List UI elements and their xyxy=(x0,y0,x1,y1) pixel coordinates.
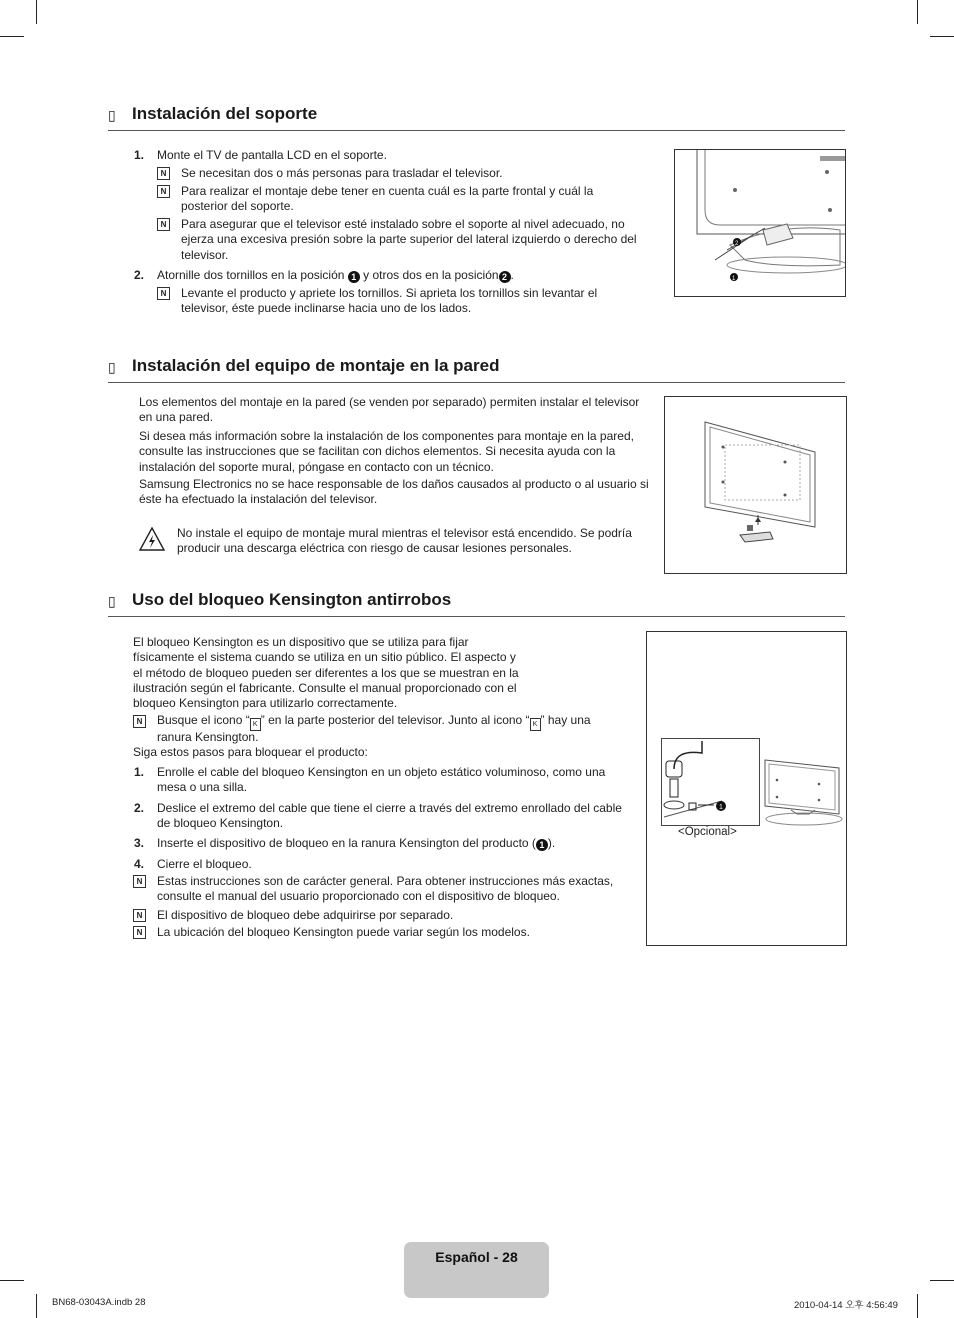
step-text: Enrolle el cable del bloqueo Kensington en un objeto estático voluminoso, como una mesa o una silla. xyxy=(157,765,606,795)
section-title-kensington: ▯ Uso del bloqueo Kensington antirrobos xyxy=(108,590,845,617)
note-text: El dispositivo de bloqueo debe adquirirse por separado. xyxy=(157,908,454,922)
kensington-lock-icon: K xyxy=(250,718,261,731)
note-text: Levante el producto y apriete los tornillos. Si aprieta los tornillos sin levantar el televisor, éste puede inclinarse hacia uno de los lados. xyxy=(181,286,598,316)
wall-mount-illustration xyxy=(664,396,847,574)
note-icon: N xyxy=(133,875,146,888)
warning-text: No instale el equipo de montaje mural mientras el televisor está encendido. Se podría producir una descarga eléctrica con riesgo de causar lesiones personales. xyxy=(177,526,632,556)
step-number: 2. xyxy=(134,801,145,815)
page-label: Español - 28 xyxy=(435,1249,518,1265)
paragraph: Los elementos del montaje en la pared (se venden por separado) permiten instalar el televisor en una pared. xyxy=(139,395,640,425)
note-text: Se necesitan dos o más personas para trasladar el televisor. xyxy=(181,166,503,180)
note-icon: N xyxy=(157,287,170,300)
section-bullet-icon: ▯ xyxy=(108,107,116,123)
note-icon: N xyxy=(157,185,170,198)
note-icon: N xyxy=(157,167,170,180)
step-number: 1. xyxy=(134,765,145,779)
step-text: Deslice el extremo del cable que tiene el cierre a través del extremo enrollado del cable de bloqueo Kensington. xyxy=(157,801,622,831)
lock-detail-inset xyxy=(661,738,760,826)
step-number: 4. xyxy=(134,857,145,871)
callout-1-icon: 1 xyxy=(536,839,548,851)
optional-label: <Opcional> xyxy=(678,826,737,838)
stand-illustration xyxy=(674,149,846,297)
file-info: BN68-03043A.indb 28 xyxy=(52,1297,146,1308)
paragraph: Siga estos pasos para bloquear el producto: xyxy=(133,745,368,759)
note-icon: N xyxy=(133,909,146,922)
print-datetime: 2010-04-14 오후 4:56:49 xyxy=(794,1300,898,1311)
note-text: Estas instrucciones son de carácter general. Para obtener instrucciones más exactas, consulte el manual del usuario proporcionado con el dispositivo de bloqueo. xyxy=(157,874,614,904)
page-number-tab xyxy=(404,1242,549,1298)
step-text: Atornille dos tornillos en la posición 1 y otros dos en la posición 2 . xyxy=(157,268,514,282)
svg-text:2: 2 xyxy=(735,241,739,247)
kensington-lock-icon: K xyxy=(530,718,541,731)
callout-2-icon: 2 xyxy=(499,271,511,283)
kensington-illustration xyxy=(646,631,847,946)
note-text: Para realizar el montaje debe tener en cuenta cuál es la parte frontal y cuál la posterior del soporte. xyxy=(181,184,594,214)
svg-text:1: 1 xyxy=(732,276,736,282)
section-bullet-icon: ▯ xyxy=(108,593,116,609)
step-text: Monte el TV de pantalla LCD en el soporte. xyxy=(157,148,387,162)
note-icon: N xyxy=(133,926,146,939)
step-text: Cierre el bloqueo. xyxy=(157,857,252,871)
step-number: 2. xyxy=(134,268,145,282)
note-icon: N xyxy=(133,715,146,728)
note-text: Para asegurar que el televisor esté instalado sobre el soporte al nivel adecuado, no ejerza una excesiva presión sobre la parte superior del lateral izquierdo o derecho del televisor. xyxy=(181,217,637,262)
svg-text:1: 1 xyxy=(719,804,723,811)
note-text: La ubicación del bloqueo Kensington puede variar según los modelos. xyxy=(157,925,530,939)
step-number: 3. xyxy=(134,836,145,850)
callout-1-icon: 1 xyxy=(348,271,360,283)
paragraph: Si desea más información sobre la instalación de los componentes para montaje en la pared, consulte las instrucciones que se facilitan con dichos elementos. Si necesita ayuda con la instalación del soporte mural, póngase en contacto con un técnico. xyxy=(139,429,634,474)
note-icon: N xyxy=(157,218,170,231)
paragraph: El bloqueo Kensington es un dispositivo que se utiliza para fijar físicamente el sistema cuando se utiliza en un sitio público. El aspecto y el método de bloqueo pueden ser diferentes a los que se muestran en la ilustración según el fabricante. Consulte el manual proporcionado con el bloqueo Kensington para utilizarlo correctamente. xyxy=(133,635,519,711)
warning-icon xyxy=(139,527,165,556)
step-text: Inserte el dispositivo de bloqueo en la ranura Kensington del producto ( 1 ). xyxy=(157,836,556,850)
section-title-stand: ▯ Instalación del soporte xyxy=(108,104,845,131)
note-text: Busque el icono “ K ” en la parte posterior del televisor. Junto al icono “ K ” hay una ranura Kensington. xyxy=(157,713,591,744)
step-number: 1. xyxy=(134,148,145,162)
paragraph: Samsung Electronics no se hace responsable de los daños causados al producto o al usuario si éste ha efectuado la instalación del televisor. xyxy=(139,477,649,507)
section-title-wall-mount: ▯ Instalación del equipo de montaje en la pared xyxy=(108,356,845,383)
section-bullet-icon: ▯ xyxy=(108,359,116,375)
